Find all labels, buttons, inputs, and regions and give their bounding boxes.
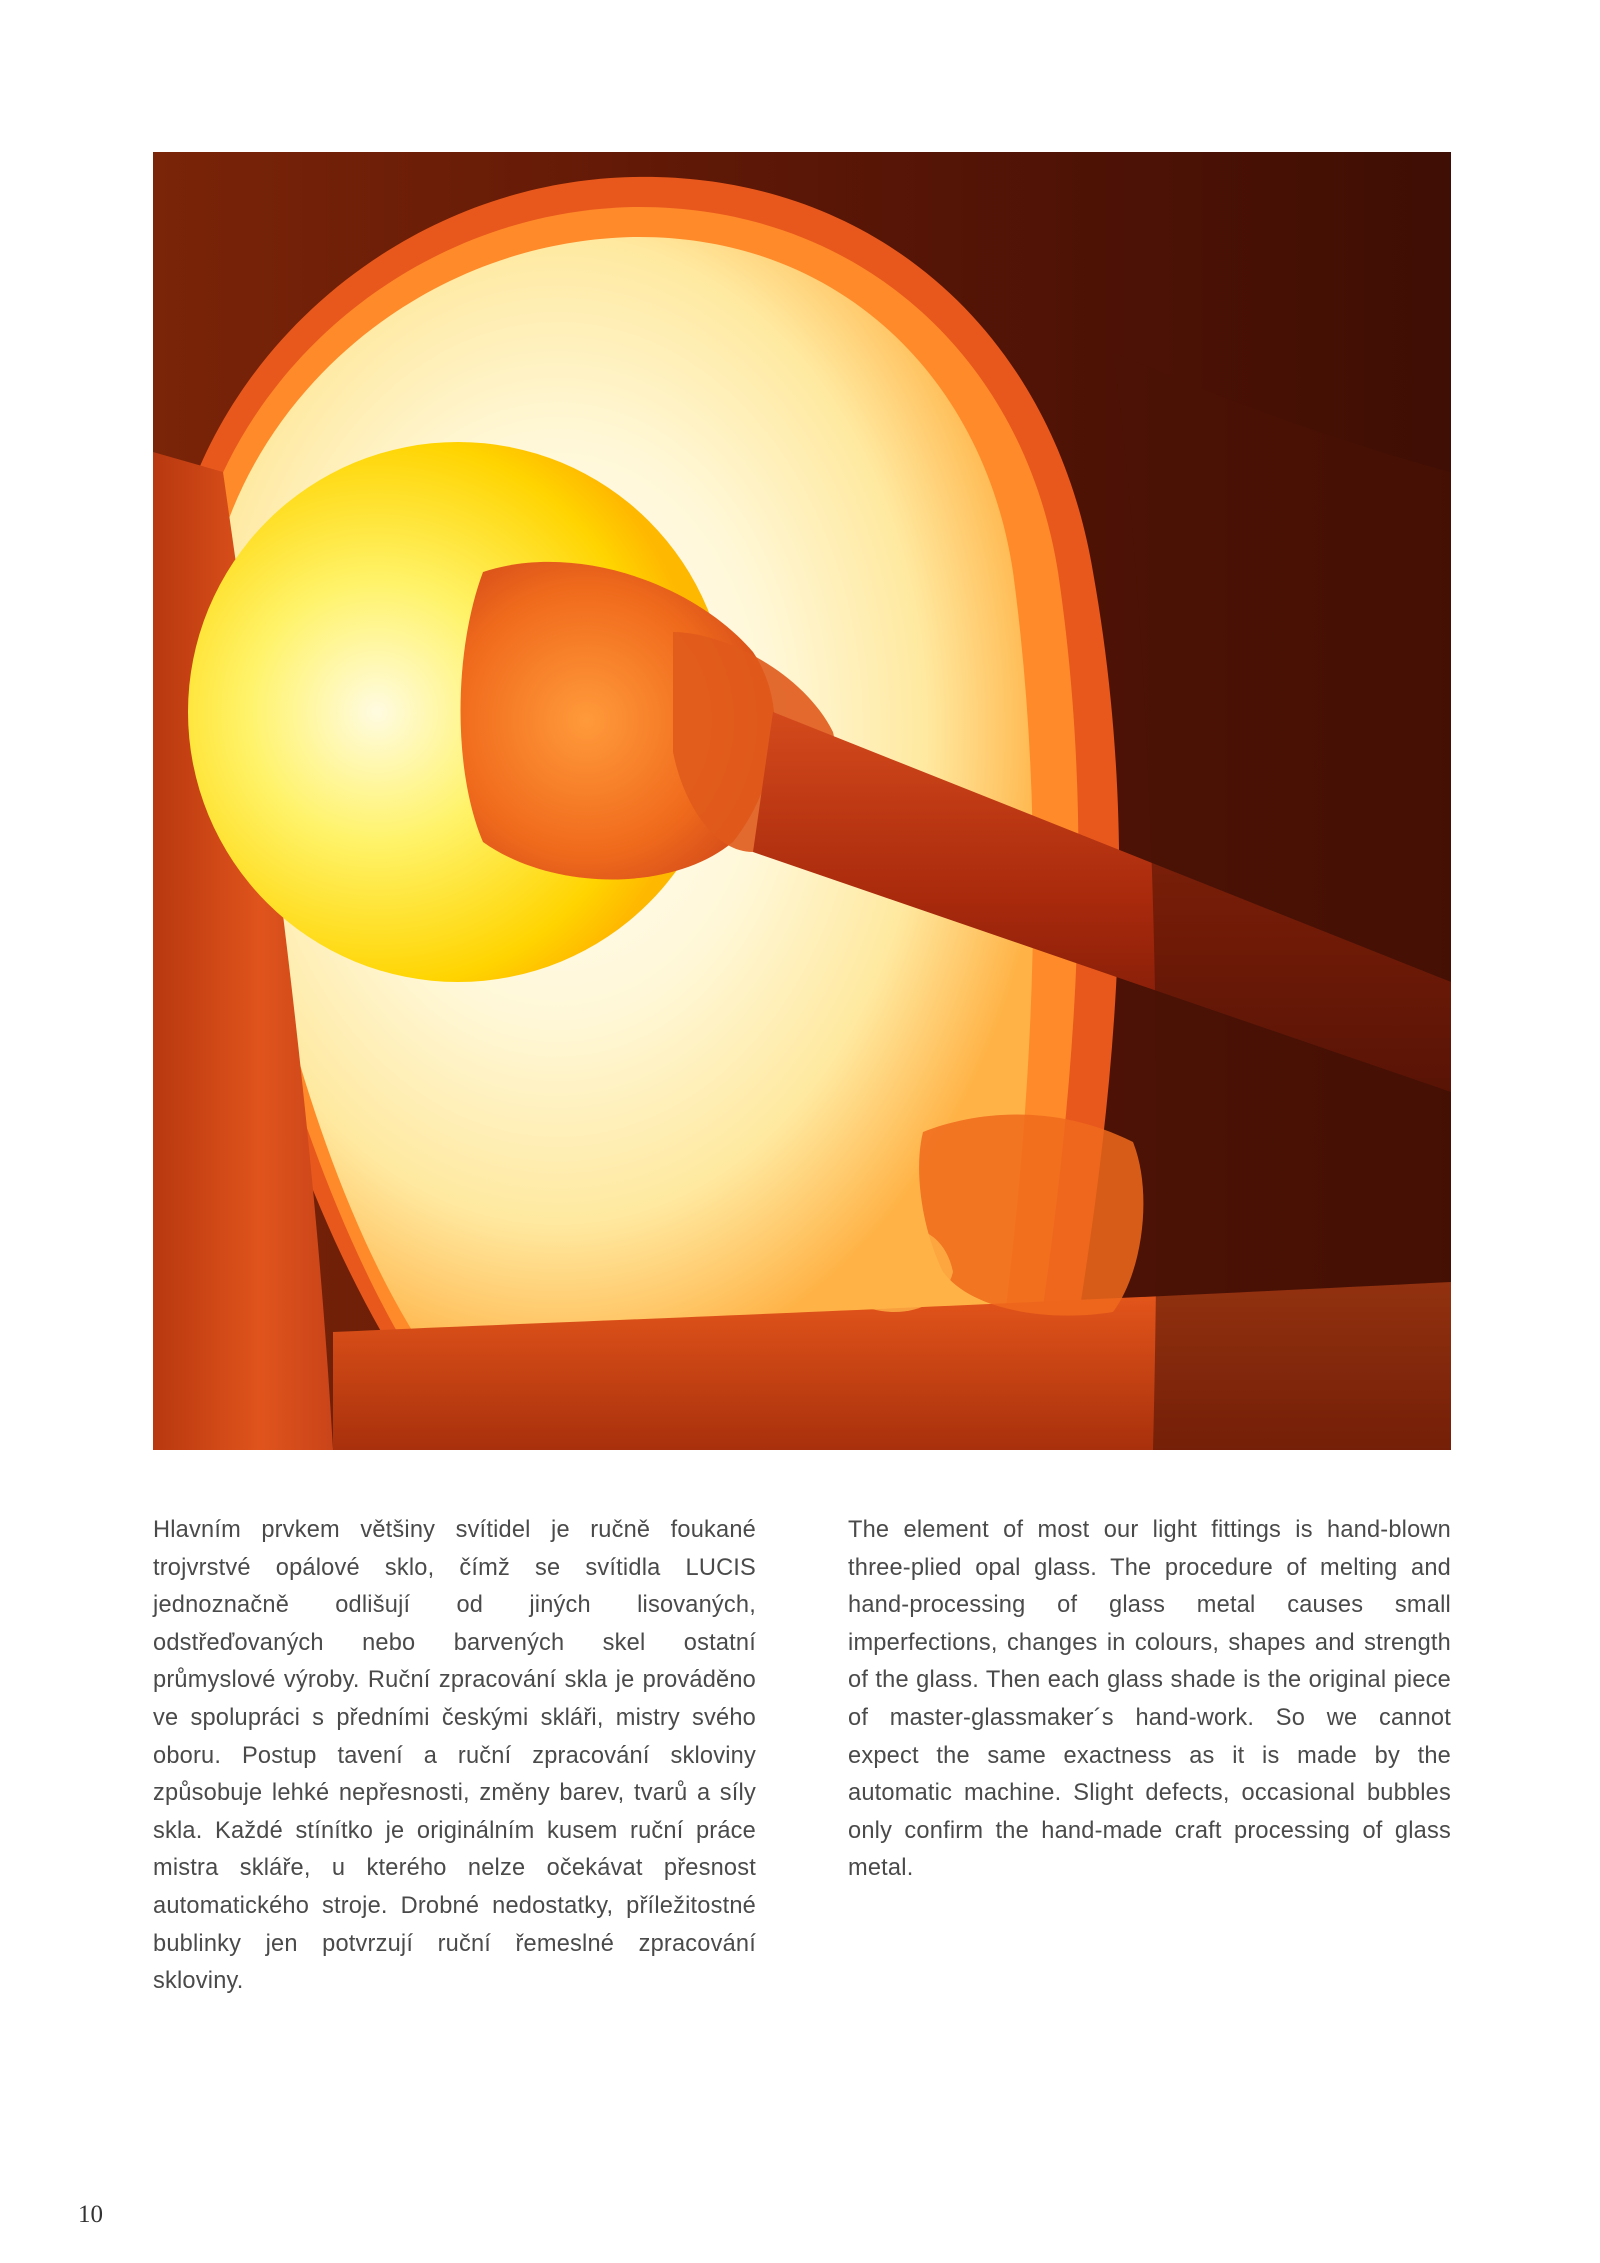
english-description: The element of most our light fittings is hand-blown three-plied opal glass. The procedure of melting and hand-processing of glass metal causes small imperfections, changes in colours, shapes and strength of the glass. Then each glass shade is the original piece of master-glassmaker´s hand-work. So we cannot expect the same exactness as it is made by the automatic machine. Slight defects, occasional bubbles only confirm the hand-made craft processing of glass metal.: [848, 1517, 1451, 1882]
glass-furnace-illustration: [153, 152, 1451, 1450]
page-number: 10: [78, 2201, 103, 2228]
glass-furnace-photo: [153, 152, 1451, 1450]
czech-description: Hlavním prvkem většiny svítidel je ručně foukané trojvrstvé opálové sklo, čímž se svítidla LUCIS jednoznačně odlišují od jiných lisovaných, odstřeďovaných nebo barvených skel ostatní průmyslové výroby. Ruční zpracování skla je prováděno ve spolupráci s předními českými skláři, mistry svého oboru. Postup tavení a ruční zpracování skloviny způsobuje lehké nepřesnosti, změny barev, tvarů a síly skla. Každé stínítko je originálním kusem ruční práce mistra skláře, u kterého nelze očekávat přesnost automatického stroje. Drobné nedostatky, příležitostné bublinky jen potvrzují ruční řemeslné zpracování skloviny.: [153, 1517, 756, 1995]
